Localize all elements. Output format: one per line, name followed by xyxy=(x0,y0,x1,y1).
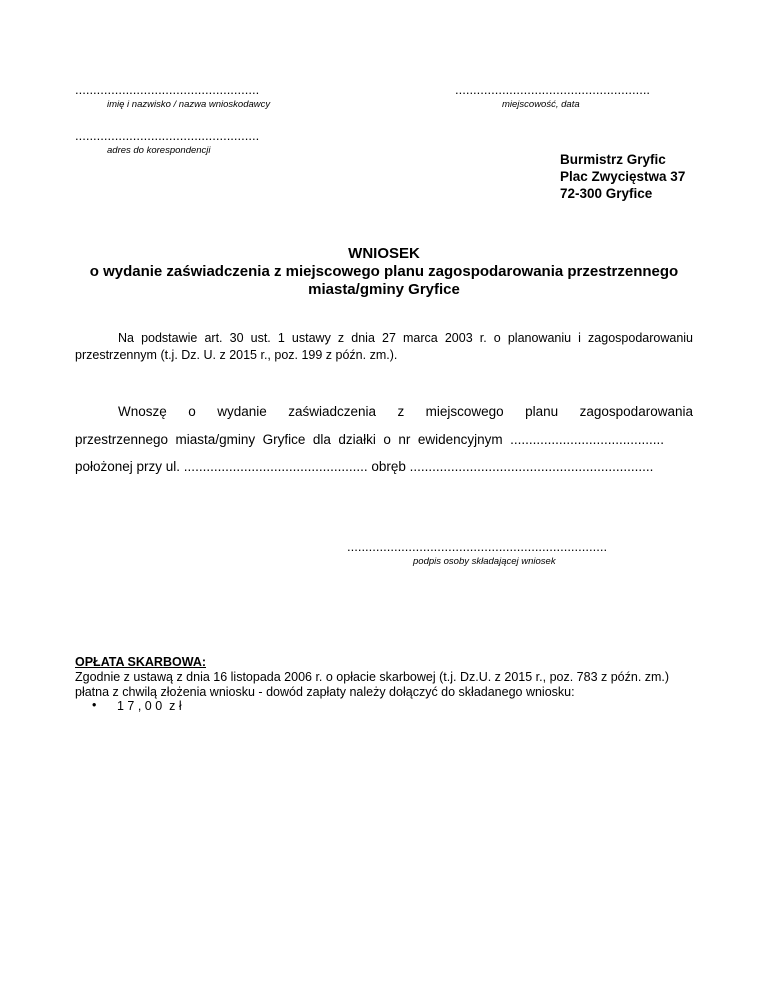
fee-bullet-icon: • xyxy=(92,698,97,712)
request-word: planu xyxy=(525,404,559,419)
document-subtitle-1: o wydanie zaświadczenia z miejscowego planu zagospodarowania przestrzennego xyxy=(89,263,679,280)
signature-line: ........................................................................ xyxy=(347,539,608,554)
applicant-name-line: ................................................... xyxy=(75,82,260,97)
request-word: wydanie xyxy=(217,404,267,419)
document-title: WNIOSEK xyxy=(348,245,420,262)
applicant-name-caption: imię i nazwisko / nazwa wnioskodawcy xyxy=(107,99,271,110)
request-line-3: położonej przy ul. ................................................. obręb ................................................................. xyxy=(75,459,654,474)
document-subtitle-2: miasta/gminy Gryfice xyxy=(308,281,460,298)
address-line: ................................................... xyxy=(75,128,260,143)
address-caption: adres do korespondencji xyxy=(107,145,211,156)
request-word: miejscowego xyxy=(425,404,504,419)
request-word: o xyxy=(188,404,196,419)
fee-amount: 1 7 , 0 0 z ł xyxy=(117,699,182,713)
legal-basis-paragraph: Na podstawie art. 30 ust. 1 ustawy z dnia 27 marca 2003 r. o planowaniu i zagospodarowaniu przestrzennym (t.j. Dz. U. z 2015 r., poz. 199 z późn. zm.). xyxy=(75,331,693,362)
signature-caption: podpis osoby składającej wniosek xyxy=(413,556,556,567)
recipient-block xyxy=(560,151,685,202)
place-date-line: ...................................................... xyxy=(455,82,651,97)
request-word: zagospodarowania xyxy=(579,404,693,419)
request-word: z xyxy=(397,404,405,419)
fee-text-2: płatna z chwilą złożenia wniosku - dowód zapłaty należy dołączyć do składanego wniosku: xyxy=(75,685,575,699)
fee-heading: OPŁATA SKARBOWA: xyxy=(75,655,207,669)
fee-text-1: Zgodnie z ustawą z dnia 16 listopada 2006 r. o opłacie skarbowej (t.j. Dz.U. z 2015 r., poz. 783 z późn. zm.) xyxy=(75,670,670,684)
recipient-name: Burmistrz Gryfic xyxy=(560,152,666,167)
request-word: Wnoszę xyxy=(118,404,167,419)
place-date-caption: miejscowość, data xyxy=(502,99,580,110)
request-line-2: przestrzennego miasta/gminy Gryfice dla działki o nr ewidencyjnym ......................................... xyxy=(75,432,664,447)
request-word: zaświadczenia xyxy=(288,404,376,419)
request-line-1 xyxy=(75,404,693,419)
recipient-city: 72-300 Gryfice xyxy=(560,186,653,201)
recipient-street: Plac Zwycięstwa 37 xyxy=(560,169,686,184)
